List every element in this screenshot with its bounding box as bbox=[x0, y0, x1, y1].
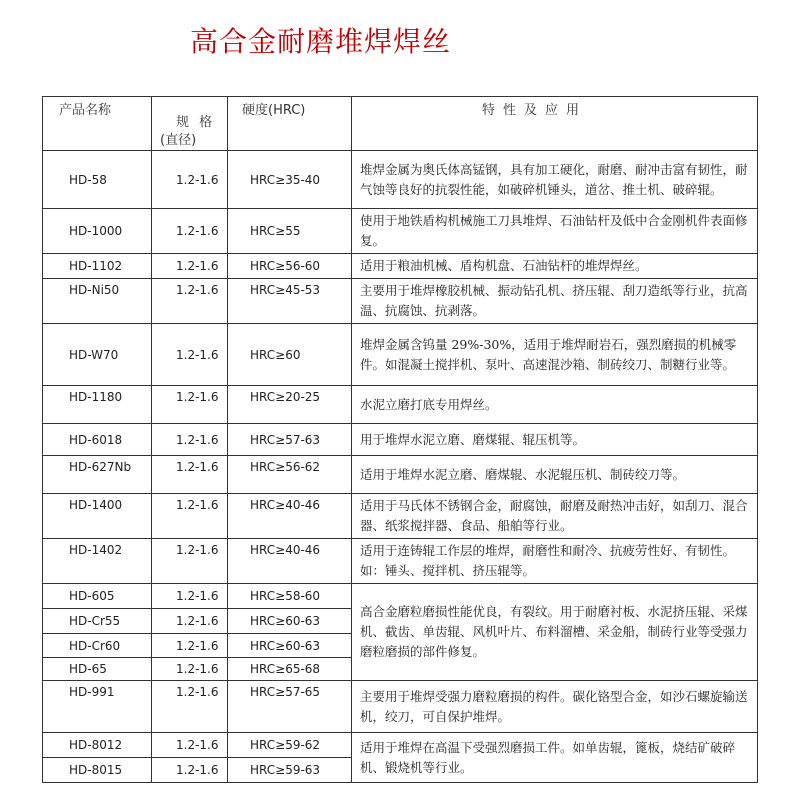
table-row bbox=[43, 209, 758, 254]
product-description: 适用于马氏体不锈钢合金，耐腐蚀，耐磨及耐热冲击好，如刮刀、混合器、纸浆搅拌器、食品、船舶等行业。 bbox=[352, 494, 758, 539]
product-code: HD-8012 bbox=[43, 733, 152, 758]
product-size: 1.2-1.6 bbox=[152, 539, 228, 584]
product-hardness: HRC≥35-40 bbox=[228, 151, 352, 209]
table-row bbox=[43, 324, 758, 386]
table-header-row bbox=[43, 97, 758, 151]
product-description: 用于堆焊水泥立磨、磨煤辊、辊压机等。 bbox=[352, 424, 758, 456]
group-description: 适用于堆焊在高温下受强烈磨损工件。如单齿辊，篦板，烧结矿破碎机、锻烧机等行业。 bbox=[352, 733, 758, 783]
table-row bbox=[43, 456, 758, 494]
table-row bbox=[43, 733, 758, 758]
group-description: 高合金磨粒磨损性能优良，有裂纹。用于耐磨衬板、水泥挤压辊、采煤机、截齿、单齿辊、风机叶片、布料溜槽、采金船，制砖行业等受强力磨粒磨损的部件修复。 bbox=[352, 584, 758, 681]
product-size: 1.2-1.6 bbox=[152, 456, 228, 494]
product-hardness: HRC≥56-60 bbox=[228, 254, 352, 279]
product-code: HD-1000 bbox=[43, 209, 152, 254]
product-description: 使用于地铁盾构机械施工刀具堆焊、石油钻杆及低中合金刚机件表面修复。 bbox=[352, 209, 758, 254]
product-code: HD-Cr60 bbox=[43, 634, 152, 658]
product-code: HD-1402 bbox=[43, 539, 152, 584]
product-code: HD-605 bbox=[43, 584, 152, 609]
product-code: HD-8015 bbox=[43, 758, 152, 783]
product-size: 1.2-1.6 bbox=[152, 681, 228, 733]
product-size: 1.2-1.6 bbox=[152, 324, 228, 386]
product-code: HD-65 bbox=[43, 658, 152, 681]
product-hardness: HRC≥60-63 bbox=[228, 609, 352, 634]
product-size: 1.2-1.6 bbox=[152, 733, 228, 758]
product-size: 1.2-1.6 bbox=[152, 494, 228, 539]
product-size: 1.2-1.6 bbox=[152, 151, 228, 209]
product-hardness: HRC≥65-68 bbox=[228, 658, 352, 681]
product-size: 1.2-1.6 bbox=[152, 279, 228, 324]
product-hardness: HRC≥59-62 bbox=[228, 733, 352, 758]
table-row bbox=[43, 279, 758, 324]
product-spec-table bbox=[42, 96, 758, 783]
product-description: 水泥立磨打底专用焊丝。 bbox=[352, 386, 758, 424]
header-spec bbox=[152, 97, 228, 151]
product-description: 主要用于堆焊橡胶机械、振动钻孔机、挤压辊、刮刀造纸等行业，抗高温、抗腐蚀、抗剥落。 bbox=[352, 279, 758, 324]
table-row bbox=[43, 494, 758, 539]
product-size: 1.2-1.6 bbox=[152, 634, 228, 658]
product-code: HD-1400 bbox=[43, 494, 152, 539]
product-hardness: HRC≥55 bbox=[228, 209, 352, 254]
product-hardness: HRC≥40-46 bbox=[228, 539, 352, 584]
product-size: 1.2-1.6 bbox=[152, 584, 228, 609]
product-code: HD-6018 bbox=[43, 424, 152, 456]
header-features: 特性及应用 bbox=[352, 97, 758, 151]
header-spec-diameter: (直径) bbox=[160, 133, 197, 148]
product-hardness: HRC≥40-46 bbox=[228, 494, 352, 539]
product-size: 1.2-1.6 bbox=[152, 386, 228, 424]
product-size: 1.2-1.6 bbox=[152, 209, 228, 254]
product-hardness: HRC≥56-62 bbox=[228, 456, 352, 494]
table-row bbox=[43, 584, 758, 609]
product-description: 适用于连铸辊工作层的堆焊，耐磨性和耐冷、抗疲劳性好、有韧性。如：锤头、搅拌机、挤压辊等。 bbox=[352, 539, 758, 584]
product-code: HD-1102 bbox=[43, 254, 152, 279]
product-size: 1.2-1.6 bbox=[152, 254, 228, 279]
product-code: HD-1180 bbox=[43, 386, 152, 424]
product-hardness: HRC≥60 bbox=[228, 324, 352, 386]
product-code: HD-991 bbox=[43, 681, 152, 733]
product-hardness: HRC≥60-63 bbox=[228, 634, 352, 658]
table-row bbox=[43, 539, 758, 584]
product-hardness: HRC≥57-63 bbox=[228, 424, 352, 456]
product-description: 堆焊金属含钨量 29%-30%，适用于堆焊耐岩石，强烈磨损的机械零件。如混凝土搅拌机、泵叶、高速混沙箱、制砖绞刀、制糖行业等。 bbox=[352, 324, 758, 386]
product-description: 适用于堆焊水泥立磨、磨煤辊、水泥辊压机、制砖绞刀等。 bbox=[352, 456, 758, 494]
header-hardness: 硬度(HRC) bbox=[228, 97, 352, 151]
header-spec-label: 规 格 bbox=[176, 115, 216, 130]
table-row bbox=[43, 254, 758, 279]
product-hardness: HRC≥45-53 bbox=[228, 279, 352, 324]
product-hardness: HRC≥57-65 bbox=[228, 681, 352, 733]
product-description: 堆焊金属为奥氏体高锰钢，具有加工硬化，耐磨、耐冲击富有韧性，耐气蚀等良好的抗裂性能，如破碎机锤头，道岔、推土机、破碎辊。 bbox=[352, 151, 758, 209]
table-row bbox=[43, 424, 758, 456]
product-description: 适用于粮油机械、盾构机盘、石油钻杆的堆焊焊丝。 bbox=[352, 254, 758, 279]
product-size: 1.2-1.6 bbox=[152, 424, 228, 456]
table-row bbox=[43, 386, 758, 424]
product-hardness: HRC≥20-25 bbox=[228, 386, 352, 424]
product-code: HD-Ni50 bbox=[43, 279, 152, 324]
table-row bbox=[43, 681, 758, 733]
product-code: HD-W70 bbox=[43, 324, 152, 386]
product-code: HD-Cr55 bbox=[43, 609, 152, 634]
product-code: HD-58 bbox=[43, 151, 152, 209]
product-hardness: HRC≥58-60 bbox=[228, 584, 352, 609]
header-product-name: 产品名称 bbox=[43, 97, 152, 151]
product-description: 主要用于堆焊受强力磨粒磨损的构件。碳化铬型合金，如沙石螺旋输送机，绞刀，可自保护堆焊。 bbox=[352, 681, 758, 733]
product-code: HD-627Nb bbox=[43, 456, 152, 494]
product-hardness: HRC≥59-63 bbox=[228, 758, 352, 783]
product-size: 1.2-1.6 bbox=[152, 658, 228, 681]
page-title: 高合金耐磨堆焊焊丝 bbox=[190, 25, 452, 58]
product-size: 1.2-1.6 bbox=[152, 609, 228, 634]
product-size: 1.2-1.6 bbox=[152, 758, 228, 783]
table-row bbox=[43, 151, 758, 209]
